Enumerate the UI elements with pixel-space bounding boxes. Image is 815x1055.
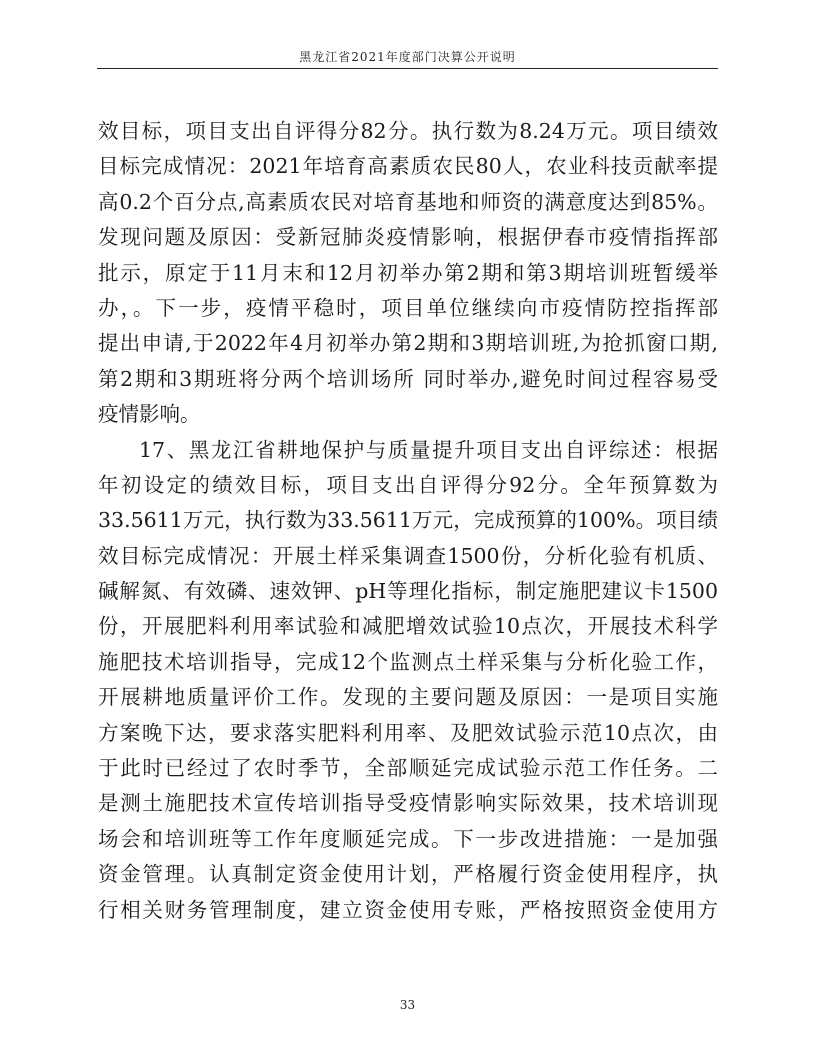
text-line: 办，。下一步，疫情平稳时，项目单位继续向市疫情防控指挥部: [98, 295, 718, 320]
text-line: 开展耕地质量评价工作。发现的主要问题及原因：一是项目实施: [98, 685, 718, 710]
text-line: 目标完成情况：2021年培育高素质农民80人，农业科技贡献率提: [98, 154, 718, 179]
text-line: 是测土施肥技术宣传培训指导受疫情影响实际效果，技术培训现: [98, 791, 718, 816]
text-line: 高0.2个百分点,高素质农民对培育基地和师资的满意度达到85%。: [98, 189, 718, 214]
text-line: 行相关财务管理制度，建立资金使用专账，严格按照资金使用方: [98, 897, 718, 922]
body-text: [98, 114, 718, 928]
text-line: 年初设定的绩效目标，项目支出自评得分92分。全年预算数为: [98, 472, 718, 497]
text-line: 效目标，项目支出自评得分82分。执行数为8.24万元。项目绩效: [98, 119, 718, 143]
text-line: 场会和培训班等工作年度顺延完成。下一步改进措施：一是加强: [98, 826, 718, 851]
text-line: 份，开展肥料利用率试验和减肥增效试验10点次，开展技术科学: [98, 614, 718, 639]
header-rule: [97, 68, 718, 69]
text-line: 提出申请,于2022年4月初举办第2期和3期培训班,为抢抓窗口期,: [98, 331, 718, 356]
running-header: 黑龙江省2021年度部门决算公开说明: [299, 50, 516, 64]
paragraph-1: [98, 114, 718, 433]
text-line: 发现问题及原因：受新冠肺炎疫情影响，根据伊春市疫情指挥部: [98, 225, 718, 250]
text-line: 于此时已经过了农时季节，全部顺延完成试验示范工作任务。二: [98, 756, 718, 781]
text-line: 33.5611万元，执行数为33.5611万元，完成预算的100%。项目绩: [98, 508, 718, 533]
text-line: 疫情影响。: [98, 402, 201, 427]
text-line: 效目标完成情况：开展土样采集调查1500份，分析化验有机质、: [98, 543, 718, 568]
text-line: 施肥技术培训指导，完成12个监测点土样采集与分析化验工作，: [98, 649, 718, 674]
text-line: 批示，原定于11月末和12月初举办第2期和第3期培训班暂缓举: [98, 260, 718, 285]
text-line: 17、黑龙江省耕地保护与质量提升项目支出自评综述：根据: [139, 437, 718, 462]
text-line: 方案晚下达，要求落实肥料利用率、及肥效试验示范10点次，由: [98, 720, 718, 745]
text-line: 碱解氮、有效磷、速效钾、pH等理化指标，制定施肥建议卡1500: [98, 579, 718, 604]
text-line: 第2期和3期班将分两个培训场所 同时举办,避免时间过程容易受: [98, 366, 718, 391]
page-number: 33: [399, 998, 416, 1012]
text-line: 资金管理。认真制定资金使用计划，严格履行资金使用程序，执: [98, 862, 718, 887]
paragraph-2: [98, 433, 718, 928]
